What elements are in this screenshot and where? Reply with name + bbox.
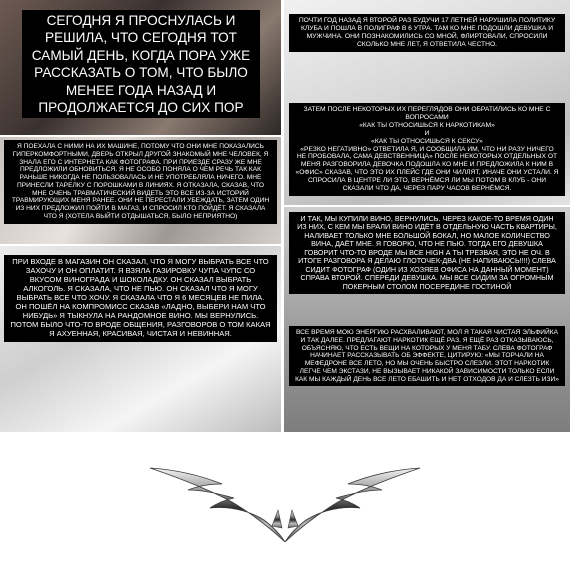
story-part-4: ПРИ ВХОДЕ В МАГАЗИН ОН СКАЗАЛ, ЧТО Я МОГУ ВЫБРАТЬ ВСЕ ЧТО ЗАХОЧУ И ОН ОПЛАТИТ. Я ВЗЯЛА ГАЗИРОВКУ ЧУПА ЧУПС СО ВКУСОМ ВИНОГРАДА И ШОКОЛАДКУ. ОН СКАЗАЛ ВЫБРАТЬ АЛКОГОЛЬ. Я СКАЗАЛА, ЧТО НЕ ПЬЮ. ОН СКАЗАЛ ЧТО Я МОГУ ВЫБРАТЬ ВСЕ ЧТО ХОЧУ. Я СКАЗАЛА ЧТО Я 6 МЕСЯЦЕВ НЕ ПИЛА. ОН ПОШЁЛ НА КОМПРОМИСС СКАЗАВ «ЛАДНО, ВЫБЕРИ НАМ ЧТО НИБУДЬ» Я ТЫКНУЛА НА РАНДОМНОЕ ВИНО. МЫ ВЕРНУЛИСЬ. ПОТОМ БЫЛО ЧТО-ТО ВРОДЕ ОБЩЕНИЯ, РАЗГОВОРОВ О ТОМ КАКАЯ Я АХУЕННАЯ, КРАСИВАЯ, ЧИСТАЯ И НЕВИННАЯ. <box>4 255 277 342</box>
story-part-2-line-5: «РЕЗКО НЕГАТИВНО» ОТВЕТИЛА Я, И СООБЩИЛА ИМ, ЧТО НИ РАЗУ НИЧЕГО НЕ ПРОБОВАЛА, САМА ДЕВСТВЕННИЦА» ПОСЛЕ НЕКОТОРЫХ ОТДЕЛЬНЫХ ОТ МЕНЯ РАЗГОВОРИЛА ДЕВОЧКА ПОДОШЛА КО МНЕ И ПРЕДЛОЖИЛА К НИМ В «ОФИС» СКАЗАВ, ЧТО ЭТО ИХ ПЛЕЙС ГДЕ ОНИ ЧИЛЛЯТ, ИНАЧЕ ОНИ УСТАЛИ. Я СПРОСИЛА В ЦЕНТРЕ ЛИ ЭТО, ВЕРНЁМСЯ ЛИ МЫ ПОТОМ В КЛУБ - ОНИ СКАЗАЛИ ЧТО ДА, ЧЕРЕЗ ПАРУ ЧАСОВ ВЕРНЁМСЯ. <box>295 145 559 193</box>
story-part-2-line-2: «КАК ТЫ ОТНОСИШЬСЯ К НАРКОТИКАМ» <box>359 121 495 129</box>
story-part-6: ВСЕ ВРЕМЯ МОЮ ЭНЕРГИЮ РАСХВАЛИВАЮТ, МОЛ Я ТАКАЯ ЧИСТАЯ ЭЛЬФИЙКА И ТАК ДАЛЕЕ. ПРЕДЛАГАЮТ НАРКОТИК ЕЩЁ РАЗ. Я ЕЩЁ РАЗ ОТКАЗЫВАЮСЬ, ОБЪЯСНЯЮ, ЧТО ЕСТЬ ВЕЩИ НА КОТОРЫХ У МЕНЯ ТАБУ. СЛЕВА ФОТОГРАФ НАЧИНАЕТ РАССКАЗЫВАТЬ ОБ ЭФФЕКТЕ, ЦИТИРУЮ: «МЫ ТОРЧАЛИ НА МЕФЕДРОНЕ ВСЕ ЛЕТО, НО МЫ ОЧЕНЬ БЫСТРО СЛЕЗЛИ. ЭТОТ НАРКОТИК ЛЕГЧЕ ЧЕМ ЭКСТАЗИ, НЕ ВЫЗЫВАЕТ НИКАКОЙ ЗАВИСИМОСТИ ТОЛЬКО ЕСЛИ КАК МЫ КАЖДЫЙ ДЕНЬ ВСЕ ЛЕТО ЕБАШИТЬ И НЕТ ОТХОДОВ ДА И СЛЕЗТЬ ИЗИ» <box>289 326 565 386</box>
chrome-wings-icon <box>140 440 430 570</box>
story-part-1: ПОЧТИ ГОД НАЗАД Я ВТОРОЙ РАЗ БУДУЧИ 17 ЛЕТНЕЙ НАРУШИЛА ПОЛИТИКУ КЛУБА И ПОШЛА В ПОЛИГРАФ В 6 УТРА. ТАМ КО МНЕ ПОДОШЛИ ДЕВУШКА И МУЖЧИНА. ОНИ ПОЗНАКОМИЛИСЬ СО МНОЙ, ФЛИРТОВАЛИ, СПРОСИЛИ СКОЛЬКО МНЕ ЛЕТ, Я ОТВЕТИЛА ЧЕСТНО. <box>289 14 565 52</box>
chrome-wings-logo <box>140 440 430 570</box>
story-part-5: И ТАК, МЫ КУПИЛИ ВИНО, ВЕРНУЛИСЬ. ЧЕРЕЗ КАКОЕ-ТО ВРЕМЯ ОДИН ИЗ НИХ, С КЕМ МЫ БРАЛИ ВИНО ИДЁТ В ОТДЕЛЬНУЮ ЧАСТЬ КВАРТИРЫ, НАЛИВАЕТ ТОЛЬКО МНЕ БОЛЬШОЙ БОКАЛ, НО МАЛОЕ КОЛИЧЕСТВО ВИНА, ДАЁТ МНЕ. Я ГОВОРЮ, ЧТО НЕ ПЬЮ. ТОГДА ЕГО ДЕВУШКА ГОВОРИТ ЧТО-ТО ВРОДЕ МЫ ВСЕ HIGH А ТЫ ТРЕЗВАЯ, ЭТО НЕ ОЧ. В ИТОГЕ РАЗГОВОРА Я ДЕЛАЮ ГЛОТОЧЕК-ДВА (НЕ НАПИВАЮСЬ!!!!) СЛЕВА СИДИТ ФОТОГРАФ (ОДИН ИЗ ХОЗЯЕВ ОФИСА НА ДАННЫЙ МОМЕНТ) СПРАВА ВТОРОЙ. СПЕРЕДИ ДЕВУШКА. МЫ ВСЕ СИДИМ ЗА ОГРОМНЫМ ПОКЕРНЫМ СТОЛОМ ПОСЕРЕДИНЕ ГОСТИНОЙ <box>289 212 565 294</box>
story-part-2-line-4: «КАК ТЫ ОТНОСИШЬСЯ К СЕКСУ» <box>371 137 483 145</box>
story-part-2-line-1: ЗАТЕМ ПОСЛЕ НЕКОТОРЫХ ИХ ПЕРЕГЛЯДОВ ОНИ ОБРАТИЛИСЬ КО МНЕ С ВОПРОСАМИ <box>303 106 551 121</box>
story-part-2-line-3: И <box>424 129 430 137</box>
story-part-2 <box>289 103 565 196</box>
story-part-3: Я ПОЕХАЛА С НИМИ НА ИХ МАШИНЕ, ПОТОМУ ЧТО ОНИ МНЕ ПОКАЗАЛИСЬ ГИПЕРКОМФОРТНЫМИ, ДВЕРЬ ОТКРЫЛ ДРУГОЙ ЗНАКОМЫЙ МНЕ ЧЕЛОВЕК, Я ЗНАЛА ЕГО С ИНТЕРНЕТА КАК ФОТОГРАФА. ПРИ ПРИЕЗДЕ СРАЗУ ЖЕ МНЕ ПРЕДЛОЖИЛИ ОБНОВИТЬСЯ. Я НЕ ОСОБО ПОНЯЛА О ЧЕМ РЕЧЬ ТАК КАК РАНЬШЕ НИКОГДА НЕ ПОЛЬЗОВАЛАСЬ И НЕ УПОТРЕБЛЯЛА НИЧЕГО. МНЕ ПРИНЕСЛИ ТАРЕЛКУ С ПОРОШКАМИ В ЛИНИЯХ. Я ОТКАЗАЛА, СКАЗАВ, ЧТО МНЕ ОЧЕНЬ ТРАВМАТИЧЕСКИЙ ВИДЕТЬ ЭТО ВСЕ ИЗ-ЗА ИСТОРИЙ ТРАВМИРУЮЩИХ МЕНЯ РАНЕЕ. ОНИ НЕ ПЕРЕСТАЛИ УБЕЖДАТЬ, ЗАТЕМ ОДИН ИЗ НИХ ПРЕДЛОЖИЛ ПОЙТИ В МАГАЗ, И СПРОСИЛ КТО ПОЙДЁТ. Я СКАЗАЛА ЧТО Я (ХОТЕЛА ВЫЙТИ ОТДЫШАТЬСЯ, БЫЛО НЕПРИЯТНО) <box>4 140 277 224</box>
story-title: СЕГОДНЯ Я ПРОСНУЛАСЬ И РЕШИЛА, ЧТО СЕГОДНЯ ТОТ САМЫЙ ДЕНЬ, КОГДА ПОРА УЖЕ РАССКАЗАТЬ О ТОМ, ЧТО БЫЛО МЕНЕЕ ГОДА НАЗАД И ПРОДОЛЖАЕТСЯ ДО СИХ ПОР <box>22 10 260 118</box>
